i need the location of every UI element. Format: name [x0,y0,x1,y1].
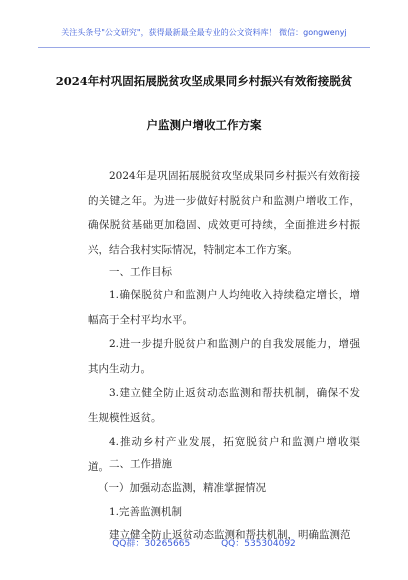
goal-item-2: 2.进一步提升脱贫户和监测户的自我发展能力，增强其内生动力。 [88,338,360,375]
section-heading-measures: 二、工作措施 [109,458,172,470]
footer-qq-group: QQ群：30265665 [112,539,191,549]
intro-paragraph: 2024年是巩固拓展脱贫攻坚成果同乡村振兴有效衔接的关键之年。为进一步做好村脱贫户和监测户增收工作，确保脱贫基础更加稳固、成效更可持续，全面推进乡村振兴，结合我村实际情况，特制定本工作方案。 [88,170,360,256]
top-banner: 关注头条号"公文研究"，获得最新最全最专业的公文资料库！ 微信：gongwenyj [61,28,347,37]
banner-divider [38,47,370,48]
footer-qq: QQ：535304092 [221,539,296,549]
measure-item-1-text: 建立健全防止返贫动态监测和帮扶机制，明确监测范 [109,529,351,541]
goal-item-1: 1.确保脱贫户和监测户人均纯收入持续稳定增长，增幅高于全村平均水平。 [88,289,360,326]
footer-contact [0,536,408,549]
goal-item-4: 4.推动乡村产业发展，拓宽脱贫户和监测户增收渠道。 [88,436,360,473]
measure-item-1: 1.完善监测机制 [109,506,183,518]
subsection-heading-monitoring: （一）加强动态监测，精准掌握情况 [98,482,266,494]
document-title-line-2: 户监测户增收工作方案 [146,118,262,132]
goal-item-3: 3.建立健全防止返贫动态监测和帮扶机制，确保不发生规模性返贫。 [88,387,360,424]
section-heading-goals: 一、工作目标 [109,266,172,278]
document-title-line-1: 2024年村巩固拓展脱贫攻坚成果同乡村振兴有效衔接脱贫 [55,74,353,88]
